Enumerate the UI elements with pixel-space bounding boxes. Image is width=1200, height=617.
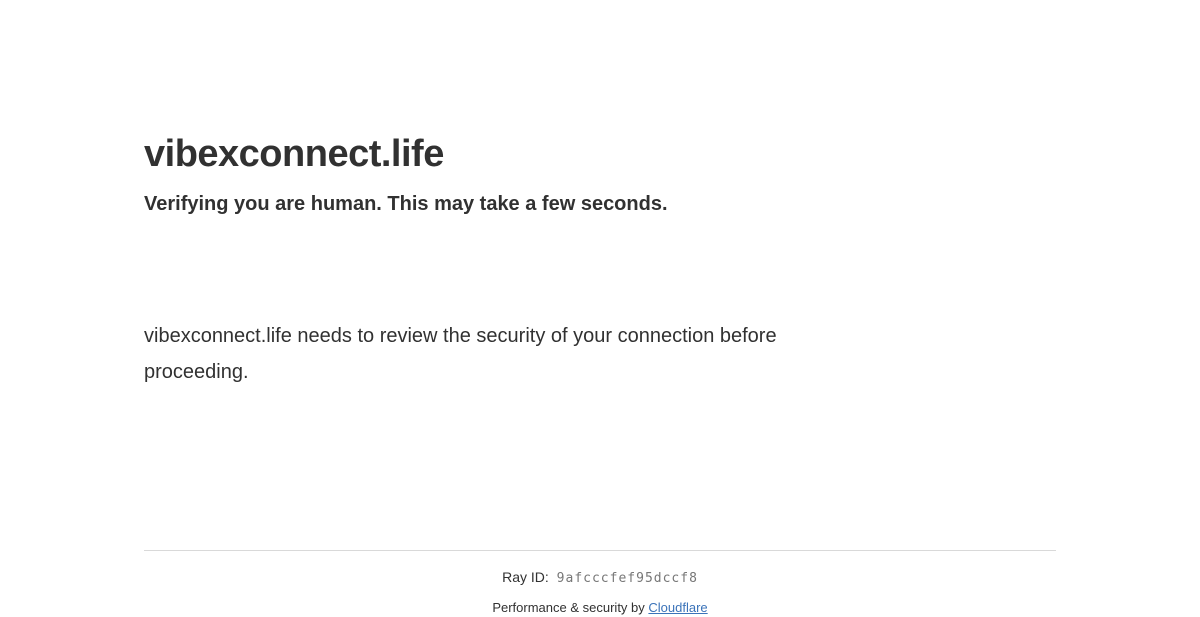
ray-id-label: Ray ID: (502, 569, 549, 585)
site-title: vibexconnect.life (144, 133, 444, 175)
challenge-widget-area (144, 218, 1056, 318)
cloudflare-link[interactable]: Cloudflare (648, 600, 708, 615)
message-line-2: proceeding. (144, 361, 249, 383)
page-footer (144, 550, 1056, 617)
footer-divider (144, 550, 1056, 551)
status-heading: Verifying you are human. This may take a few seconds. (144, 193, 668, 215)
security-note-line (144, 599, 1056, 617)
message-line-1: vibexconnect.life needs to review the security of your connection before (144, 325, 777, 347)
ray-id-line (144, 567, 1056, 589)
security-review-message (144, 318, 1056, 390)
security-note-text: Performance & security by (492, 600, 645, 615)
ray-id-value: 9afcccfef95dccf8 (556, 571, 698, 586)
